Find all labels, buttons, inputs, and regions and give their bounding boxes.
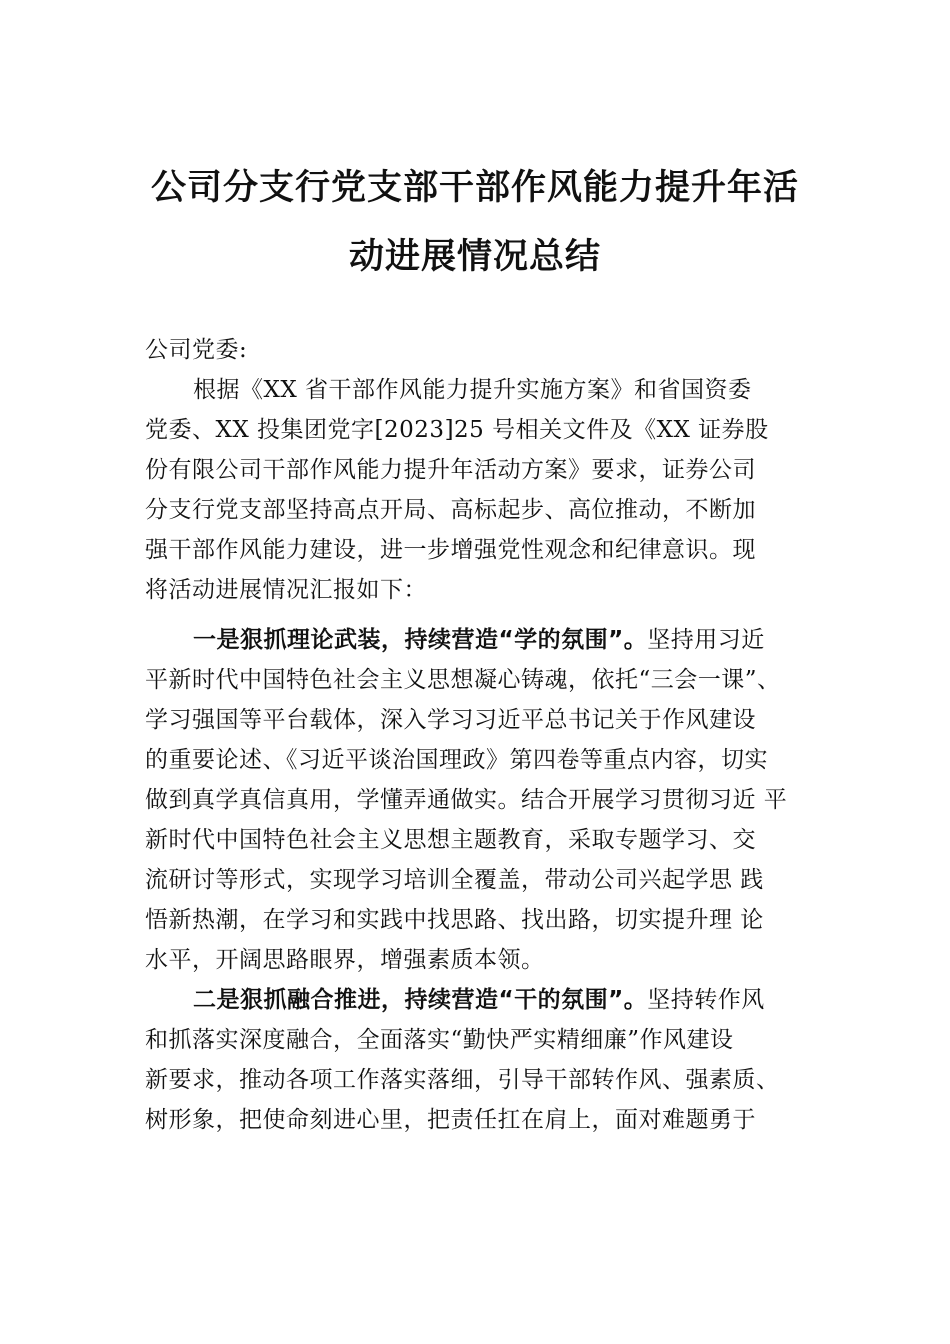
section-2-line: 和抓落实深度融合，全面落实“勤快严实精细廉”作风建设 xyxy=(145,1027,734,1053)
section-1-line: 做到真学真信真用，学懂弄通做实。结合开展学习贯彻习近 平 xyxy=(145,787,788,813)
document-title-line-1: 公司分支行党支部干部作风能力提升年活 xyxy=(150,167,799,208)
document-title-line-2: 动进展情况总结 xyxy=(348,236,601,277)
intro-line: 将活动进展情况汇报如下： xyxy=(145,577,427,603)
salutation: 公司党委: xyxy=(145,337,248,363)
section-2 xyxy=(145,980,835,1140)
intro-line: 分支行党支部坚持高点开局、高标起步、高位推动，不断加 xyxy=(145,497,756,523)
section-2-line: 树形象，把使命刻进心里，把责任扛在肩上，面对难题勇于 xyxy=(145,1107,756,1133)
intro-line: 根据《XX 省干部作风能力提升实施方案》和省国资委 xyxy=(193,377,752,403)
section-1-line: 水平，开阔思路眼界，增强素质本领。 xyxy=(145,947,545,973)
section-1-first-rest: 坚持用习近 xyxy=(647,627,765,653)
section-1-line: 流研讨等形式，实现学习培训全覆盖，带动公司兴起学思 践 xyxy=(145,867,764,893)
section-1-line: 悟新热潮，在学习和实践中找思路、找出路，切实提升理 论 xyxy=(145,907,764,933)
intro-section xyxy=(145,330,835,610)
section-2-first-line xyxy=(145,980,835,1020)
section-1 xyxy=(145,620,835,980)
section-1-line: 平新时代中国特色社会主义思想凝心铸魂，依托“三会一课”、 xyxy=(145,667,781,693)
section-1-first-line xyxy=(145,620,835,660)
intro-line: 强干部作风能力建设，进一步增强党性观念和纪律意识。现 xyxy=(145,537,756,563)
intro-line: 份有限公司干部作风能力提升年活动方案》要求，证券公司 xyxy=(145,457,756,483)
section-2-lead: 二是狠抓融合推进，持续营造“干的氛围”。 xyxy=(193,987,648,1013)
section-1-line: 新时代中国特色社会主义思想主题教育，采取专题学习、交 xyxy=(145,827,756,853)
section-2-first-rest: 坚持转作风 xyxy=(647,987,765,1013)
section-1-line: 学习强国等平台载体，深入学习习近平总书记关于作风建设 xyxy=(145,707,756,733)
section-1-line: 的重要论述、《习近平谈治国理政》第四卷等重点内容，切实 xyxy=(145,747,768,773)
section-1-lead: 一是狠抓理论武装，持续营造“学的氛围”。 xyxy=(193,627,648,653)
intro-line: 党委、XX 投集团党字[2023]25 号相关文件及《XX 证券股 xyxy=(145,417,769,443)
section-2-line: 新要求，推动各项工作落实落细，引导干部转作风、强素质、 xyxy=(145,1067,780,1093)
